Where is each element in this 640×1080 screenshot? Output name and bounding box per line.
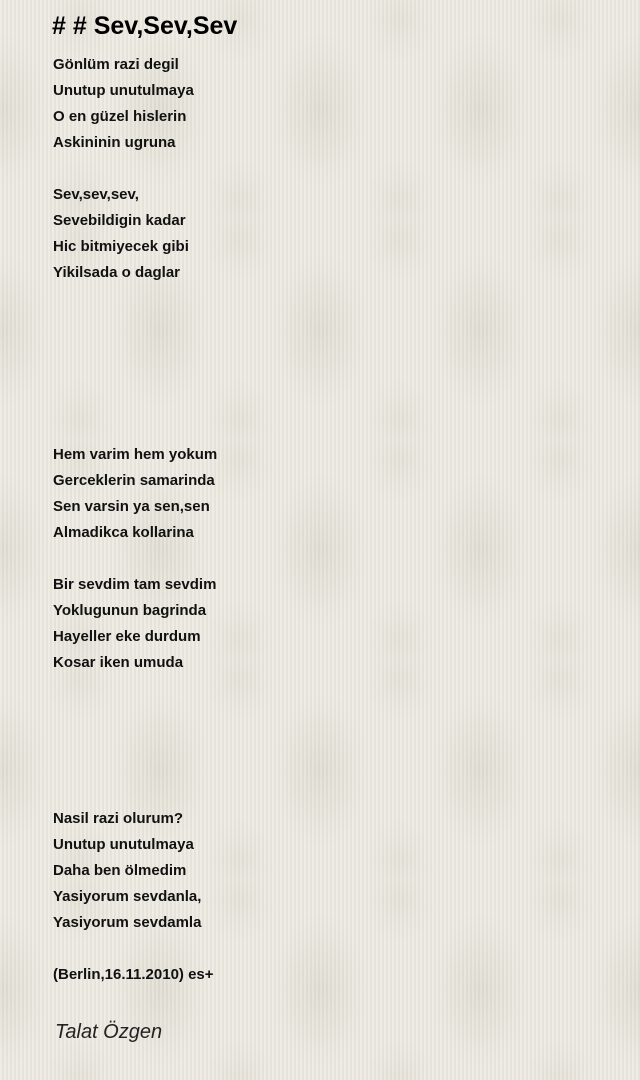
poem-line: Daha ben ölmedim bbox=[53, 862, 187, 879]
poem-line: Almadikca kollarina bbox=[53, 524, 194, 541]
poem-line: O en güzel hislerin bbox=[53, 108, 187, 125]
poem-line: Yasiyorum sevdamla bbox=[53, 914, 202, 931]
poem-line: Hic bitmiyecek gibi bbox=[53, 238, 189, 255]
poem-line: Kosar iken umuda bbox=[53, 654, 184, 671]
poem-line: Gerceklerin samarinda bbox=[53, 472, 215, 489]
poem-line: Unutup unutulmaya bbox=[53, 82, 194, 99]
poem-line bbox=[53, 286, 613, 312]
poem-title: # # Sev,Sev,Sev bbox=[52, 12, 238, 40]
poem-line bbox=[53, 416, 613, 442]
poem-line: Sen varsin ya sen,sen bbox=[53, 498, 210, 515]
poem-line: Hayeller eke durdum bbox=[53, 628, 201, 645]
poem-author: Talat Özgen bbox=[55, 1021, 163, 1043]
poem-line bbox=[53, 546, 613, 572]
poem-line: Sev,sev,sev, bbox=[53, 186, 139, 203]
poem-line: Unutup unutulmaya bbox=[53, 836, 194, 853]
poem-line: Yoklugunun bagrinda bbox=[53, 602, 207, 619]
poem-line: Askininin ugruna bbox=[53, 134, 176, 151]
poem-line: Yikilsada o daglar bbox=[53, 264, 180, 281]
poem-line bbox=[53, 312, 613, 338]
poem-line bbox=[53, 754, 613, 780]
poem-line bbox=[53, 364, 613, 390]
poem-line: Gönlüm razi degil bbox=[53, 56, 179, 73]
poem-line: Bir sevdim tam sevdim bbox=[53, 576, 217, 593]
poem-line bbox=[53, 390, 613, 416]
poem-body bbox=[53, 52, 613, 988]
poem-line bbox=[53, 338, 613, 364]
poem-line: Nasil razi olurum? bbox=[53, 810, 184, 827]
poem-line: Yasiyorum sevdanla, bbox=[53, 888, 202, 905]
poem-line: (Berlin,16.11.2010) es+ bbox=[53, 966, 214, 983]
poem-line bbox=[53, 156, 613, 182]
poem-line bbox=[53, 936, 613, 962]
poem-line bbox=[53, 728, 613, 754]
poem-line bbox=[53, 702, 613, 728]
poem-line bbox=[53, 780, 613, 806]
poem-line: Sevebildigin kadar bbox=[53, 212, 186, 229]
poem-line bbox=[53, 676, 613, 702]
poem-line: Hem varim hem yokum bbox=[53, 446, 218, 463]
